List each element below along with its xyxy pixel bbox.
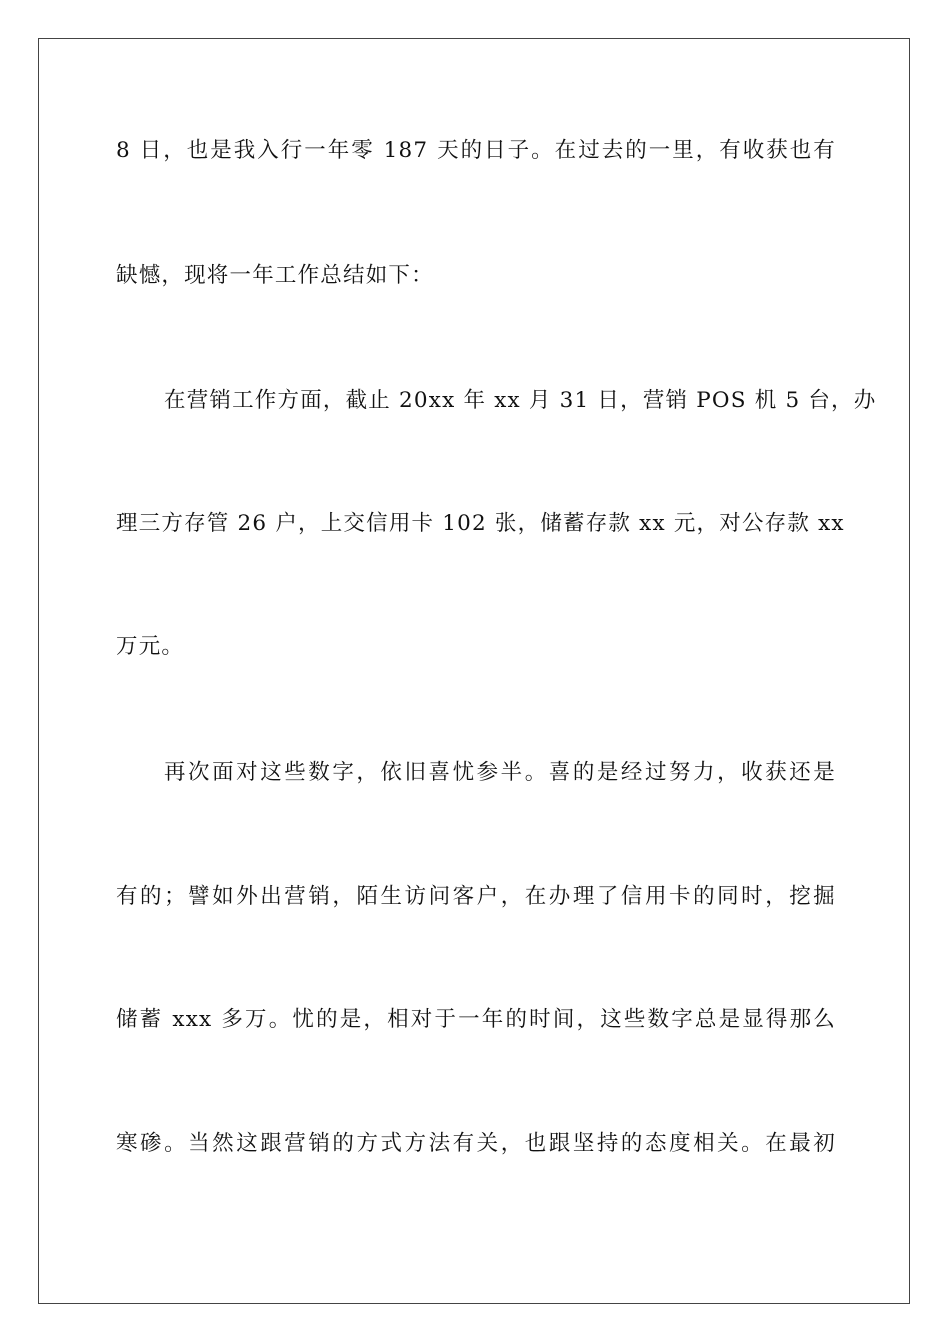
text-line-2: 缺憾，现将一年工作总结如下： bbox=[116, 263, 434, 288]
text-line-7: 有的；譬如外出营销，陌生访问客户，在办理了信用卡的同时，挖掘 bbox=[116, 884, 836, 909]
text-line-3: 在营销工作方面，截止 20xx 年 xx 月 31 日，营销 POS 机 5 台，办 bbox=[164, 388, 877, 413]
text-line-8: 储蓄 xxx 多万。忧的是，相对于一年的时间，这些数字总是显得那么 bbox=[116, 1007, 836, 1032]
text-line-4: 理三方存管 26 户，上交信用卡 102 张，储蓄存款 xx 元，对公存款 xx bbox=[116, 511, 845, 536]
text-line-6: 再次面对这些数字，依旧喜忧参半。喜的是经过努力，收获还是 bbox=[164, 760, 836, 785]
text-line-9: 寒碜。当然这跟营销的方式方法有关，也跟坚持的态度相关。在最初 bbox=[116, 1131, 836, 1156]
page-border bbox=[38, 38, 910, 1304]
text-line-1: 8 日，也是我入行一年零 187 天的日子。在过去的一里，有收获也有 bbox=[116, 138, 836, 163]
text-line-5: 万元。 bbox=[116, 634, 185, 659]
